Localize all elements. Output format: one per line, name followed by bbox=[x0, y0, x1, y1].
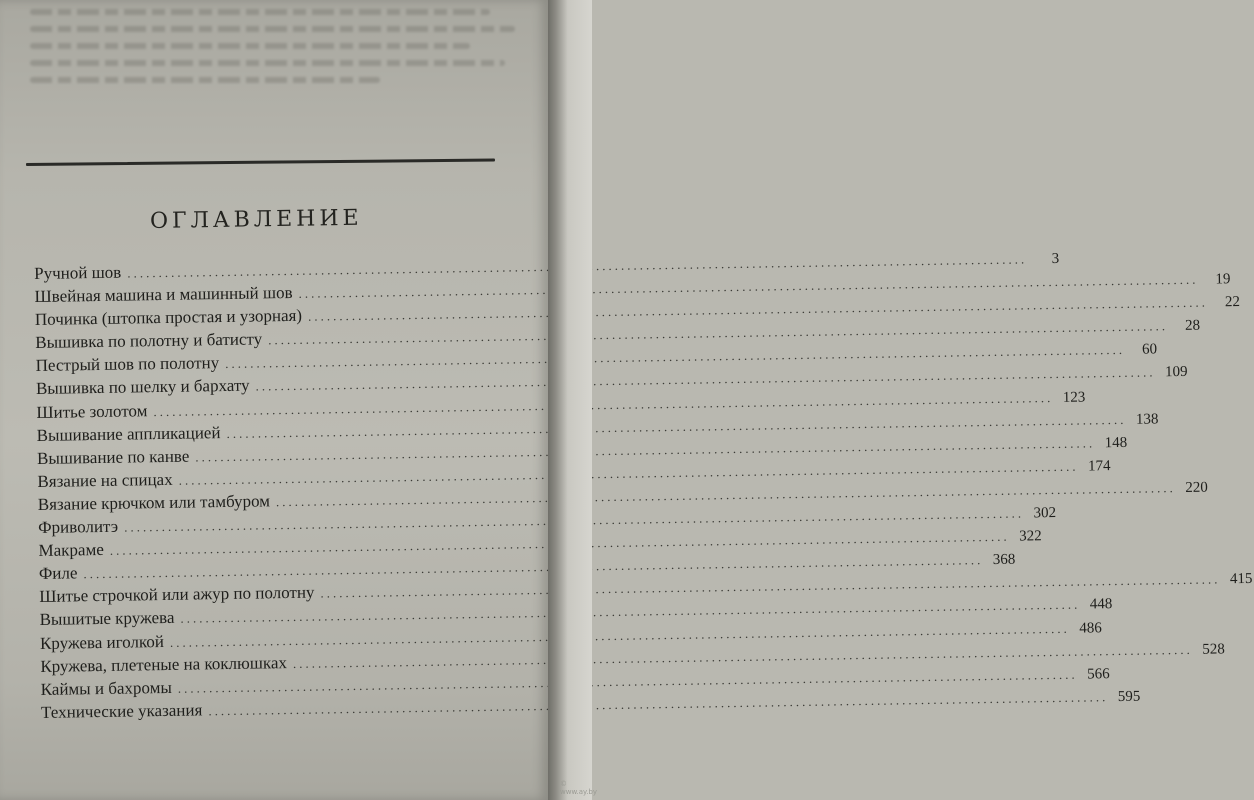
toc-entry-title: Фриволитэ bbox=[38, 516, 119, 537]
toc-entry-page: 138 bbox=[1135, 411, 1159, 428]
toc-entry-title: Вышивка по шелку и бархату bbox=[35, 376, 250, 399]
show-through-text bbox=[30, 0, 530, 135]
toc-entry-title: Ручной шов bbox=[34, 262, 122, 283]
toc-entry-page: 368 bbox=[992, 551, 1016, 569]
toc-entry-page: 60 bbox=[1141, 341, 1158, 358]
toc-entry-title: Вышивание по канве bbox=[36, 446, 190, 468]
toc-entry-title: Каймы и бахромы bbox=[40, 677, 172, 699]
toc-entry-title: Кружева иголкой bbox=[39, 631, 165, 653]
toc-entry-title: Вязание на спицах bbox=[37, 469, 173, 491]
toc-entry-title: Технические указания bbox=[40, 700, 203, 722]
contents-heading: ОГЛАВЛЕНИЕ bbox=[149, 205, 363, 234]
toc-entry-title: Филе bbox=[38, 563, 78, 584]
toc-entry-title: Пестрый шов по полотну bbox=[35, 353, 220, 376]
toc-entry-page: 322 bbox=[1019, 528, 1042, 545]
toc-entry-title: Швейная машина и машинный шов bbox=[34, 283, 293, 307]
page-edge bbox=[548, 0, 592, 800]
toc-entry-page: 28 bbox=[1184, 317, 1201, 335]
toc-entry-page: 302 bbox=[1033, 505, 1057, 522]
toc-entry-page: 123 bbox=[1062, 389, 1086, 406]
toc-entry-title: Шитье золотом bbox=[36, 400, 148, 422]
watermark-text: © www.ay.by bbox=[560, 780, 598, 796]
toc-entry-page: 448 bbox=[1089, 596, 1113, 613]
toc-entry-title: Кружева, плетеные на коклюшках bbox=[40, 652, 288, 676]
toc-entry-page: 220 bbox=[1185, 479, 1208, 496]
toc-entry-page: 174 bbox=[1087, 457, 1111, 475]
toc-entry-title: Вязание крючком или тамбуром bbox=[37, 491, 271, 514]
toc-entry-page: 3 bbox=[1051, 250, 1060, 268]
toc-entry-title: Вышивание аппликацией bbox=[36, 422, 221, 445]
toc-entry-title: Макраме bbox=[38, 540, 104, 561]
toc-entry-page: 486 bbox=[1079, 619, 1102, 637]
toc-entry-page: 148 bbox=[1104, 434, 1128, 451]
table-of-contents bbox=[34, 250, 1253, 724]
separator-rule bbox=[26, 158, 495, 166]
toc-entry-page: 528 bbox=[1202, 640, 1225, 658]
toc-entry-page: 595 bbox=[1117, 688, 1141, 705]
toc-entry-page: 415 bbox=[1229, 571, 1253, 588]
toc-entry-page: 22 bbox=[1224, 294, 1241, 311]
toc-entry-page: 19 bbox=[1215, 271, 1231, 288]
toc-entry-title: Вышитые кружева bbox=[39, 608, 175, 630]
toc-entry-title: Шитье строчкой или ажур по полотну bbox=[39, 582, 315, 607]
toc-entry-title: Вышивка по полотну и батисту bbox=[35, 329, 263, 353]
toc-entry-page: 109 bbox=[1164, 364, 1188, 381]
toc-entry-page: 566 bbox=[1087, 665, 1110, 683]
toc-entry-title: Починка (штопка простая и узорная) bbox=[34, 305, 303, 330]
